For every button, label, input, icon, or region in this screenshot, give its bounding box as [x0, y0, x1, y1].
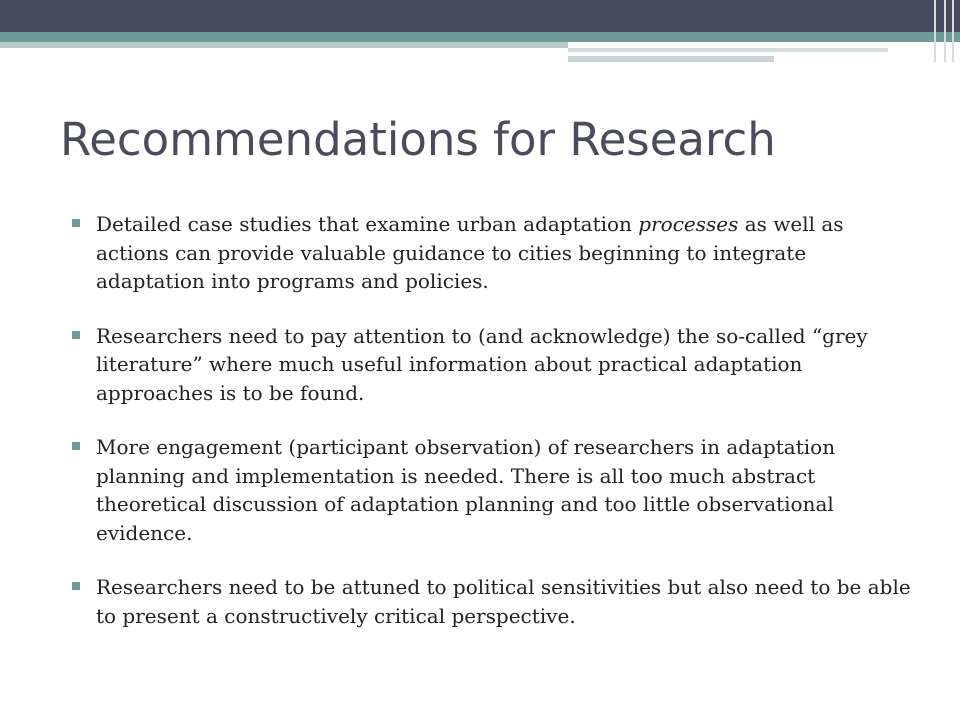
header-accent-band: [0, 32, 960, 42]
square-bullet-icon: [72, 442, 80, 450]
bullet-item: [72, 433, 912, 547]
header-accent-strip-tertiary: [568, 56, 774, 62]
square-bullet-icon: [72, 219, 80, 227]
slide-title: Recommendations for Research: [60, 113, 776, 166]
bullet-item: [72, 322, 912, 408]
header-divider-line: [944, 0, 946, 62]
header-accent-strip-secondary: [568, 48, 888, 52]
square-bullet-icon: [72, 582, 80, 590]
bullet-list: [72, 210, 912, 656]
header-accent-strip: [0, 42, 568, 48]
header-bar: [0, 0, 960, 32]
emphasis-text: processes: [638, 212, 739, 236]
bullet-text: More engagement (participant observation) of researchers in adaptation planning and implementation is needed. There is all too much abstract theoretical discussion of adaptation planning and too little observational evidence.: [96, 435, 836, 545]
header-divider-line: [952, 0, 954, 62]
bullet-item: [72, 210, 912, 296]
bullet-text: Researchers need to be attuned to political sensitivities but also need to be able to present a constructively critical perspective.: [96, 575, 911, 628]
header-divider-line: [934, 0, 936, 62]
bullet-item: [72, 573, 912, 630]
bullet-text: Researchers need to pay attention to (and acknowledge) the so-called “grey literature” where much useful information about practical adaptation approaches is to be found.: [96, 323, 868, 405]
square-bullet-icon: [72, 331, 80, 339]
bullet-text: Detailed case studies that examine urban adaptation processes as well as actions can provide valuable guidance to cities beginning to integrate adaptation into programs and policies.: [96, 212, 844, 293]
